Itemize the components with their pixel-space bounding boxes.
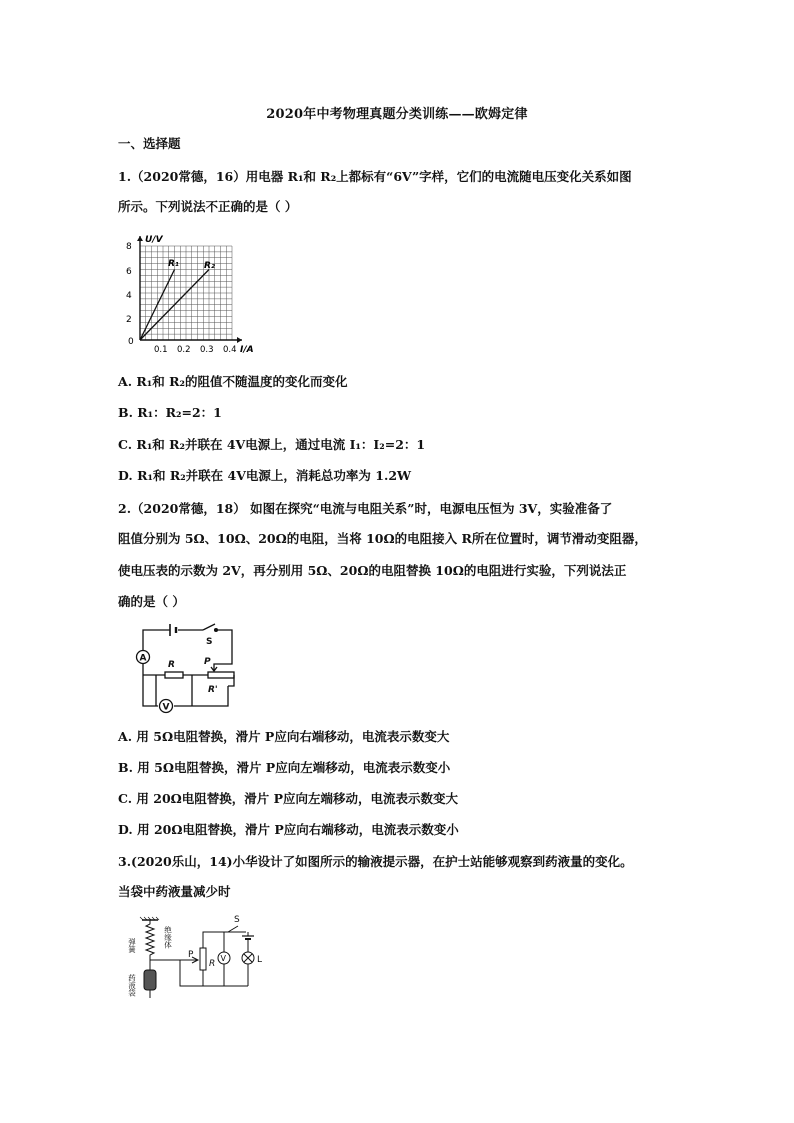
x-tick-label: 0.2 (177, 345, 191, 355)
q2-option-a: A. 用 5Ω电阻替换，滑片 P应向右端移动，电流表示数变大 (118, 729, 450, 744)
switch-label: S (206, 637, 213, 647)
resistor-label: R (168, 660, 175, 670)
q3-stem-line1: 3.(2020乐山，14)小华设计了如图所示的输液提示器，在护士站能够观察到药液量的变化。 (118, 854, 633, 869)
q2-option-c: C. 用 20Ω电阻替换，滑片 P应向左端移动，电流表示数变大 (118, 791, 459, 806)
y-tick-label: 8 (126, 242, 132, 252)
q3-infusion-monitor-diagram (128, 908, 278, 1008)
page-title: 2020年中考物理真题分类训练——欧姆定律 (266, 107, 528, 122)
slider-label: P (188, 950, 194, 960)
lamp-label: L (257, 955, 263, 965)
x-tick-label: 0.1 (154, 345, 168, 355)
voltmeter-label: V (162, 702, 170, 713)
voltmeter-label: V (220, 954, 226, 963)
x-tick-label: 0.3 (200, 345, 214, 355)
q1-option-b: B. R₁：R₂=2：1 (118, 405, 222, 420)
y-tick-label: 6 (126, 267, 132, 277)
q1-ui-graph (118, 228, 268, 356)
q1-stem-line1: 1.（2020常德，16）用电器 R₁和 R₂上都标有“6V”字样，它们的电流随电压变化关系如图 (118, 169, 632, 184)
q1-stem-line2: 所示。下列说法不正确的是（ ） (118, 199, 298, 214)
slider-label: P (204, 657, 211, 667)
section-heading: 一、选择题 (118, 136, 181, 151)
q2-option-d: D. 用 20Ω电阻替换，滑片 P应向右端移动，电流表示数变小 (118, 822, 459, 837)
y-axis-arrow (137, 236, 143, 241)
resistor-label: R (209, 959, 216, 969)
y-axis-label: U/V (145, 235, 163, 245)
q2-option-b: B. 用 5Ω电阻替换，滑片 P应向左端移动，电流表示数变小 (118, 760, 451, 775)
x-axis-label: I/A (240, 345, 254, 355)
q2-circuit-diagram (128, 620, 248, 716)
q2-stem-line4: 确的是（ ） (118, 594, 185, 609)
graph-labels (126, 235, 254, 355)
line-label-r2: R₂ (204, 261, 215, 271)
q1-option-c: C. R₁和 R₂并联在 4V电源上，通过电流 I₁：I₂=2：1 (118, 437, 426, 452)
q3-stem-line2: 当袋中药液量减少时 (118, 884, 231, 899)
y-tick-label: 0 (128, 337, 134, 347)
q1-option-d: D. R₁和 R₂并联在 4V电源上，消耗总功率为 1.2W (118, 468, 412, 483)
x-tick-label: 0.4 (223, 345, 237, 355)
y-tick-label: 4 (126, 291, 132, 301)
q2-stem-line2: 阻值分别为 5Ω、10Ω、20Ω的电阻，当将 10Ω的电阻接入 R所在位置时，调节滑动变阻器， (118, 531, 647, 546)
q2-stem-line3: 使电压表的示数为 2V，再分别用 5Ω、20Ω的电阻替换 10Ω的电阻进行实验，下列说法正 (118, 563, 627, 578)
switch-label: S (234, 915, 240, 925)
q1-option-a: A. R₁和 R₂的阻值不随温度的变化而变化 (118, 374, 348, 389)
spring-label: 弹簧 (128, 938, 137, 953)
ammeter-label: A (139, 653, 147, 664)
rheostat-label: R' (208, 685, 218, 695)
bag-label: 药液袋 (128, 974, 137, 997)
q2-stem-line1: 2.（2020常德，18） 如图在探究“电流与电阻关系”时，电源电压恒为 3V，实验准备了 (118, 501, 613, 516)
y-tick-label: 2 (126, 315, 132, 325)
x-axis-arrow (237, 337, 242, 343)
line-label-r1: R₁ (168, 259, 179, 269)
insulator-label: 绝缘体 (163, 926, 173, 949)
